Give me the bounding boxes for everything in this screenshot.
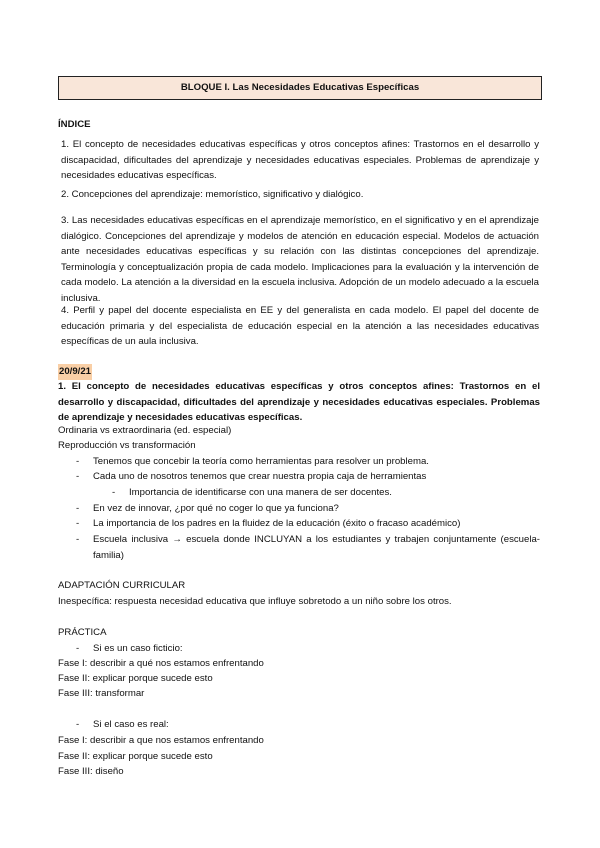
indice-item-2: 2. Concepciones del aprendizaje: memorístico, significativo y dialógico.: [61, 189, 364, 200]
phase-line: Fase III: transformar: [58, 688, 145, 699]
bullet-dash: -: [76, 503, 80, 514]
bullet-dash: -: [76, 534, 80, 545]
list-item-text: Importancia de identificarse con una manera de ser docentes.: [129, 487, 392, 498]
phase-line: Fase III: diseño: [58, 766, 124, 777]
session-date: 20/9/21: [58, 364, 92, 380]
note-line-ordinaria: Ordinaria vs extraordinaria (ed. especial): [58, 425, 232, 436]
case-ficticio: Si es un caso ficticio:: [93, 643, 183, 654]
bullet-dash: -: [76, 518, 80, 529]
indice-heading: ÍNDICE: [58, 119, 91, 130]
list-item: [76, 532, 540, 563]
list-item-text: Tenemos que concebir la teoría como herramientas para resolver un problema.: [93, 456, 429, 467]
adaptacion-text: Inespecífica: respuesta necesidad educativa que influye sobretodo a un niño sobre los otros.: [58, 596, 452, 607]
phase-line: Fase I: describir a que nos estamos enfrentando: [58, 735, 264, 746]
phase-line: Fase II: explicar porque sucede esto: [58, 673, 213, 684]
phase-line: Fase I: describir a qué nos estamos enfrentando: [58, 658, 264, 669]
section-heading: 1. El concepto de necesidades educativas específicas y otros conceptos afines: Trastornos en el desarrollo y discapacidad, dificultades del aprendizaje y necesidades educativas especiales. Problemas de aprendizaje y necesidades educativas específicas.: [58, 381, 540, 423]
indice-item-1: 1. El concepto de necesidades educativas específicas y otros conceptos afines: Trastornos en el desarrollo y discapacidad, dificultades del aprendizaje y necesidades educativas especiales. Problemas de aprendizaje y necesidades educativas específicas.: [61, 139, 539, 181]
indice-item-3: 3. Las necesidades educativas específicas en el aprendizaje memorístico, en el significativo y en el aprendizaje dialógico. Concepciones del aprendizaje y modelos de atención en educación especial. Modelos de actuación ante necesidades educativas específicas y su relación con las distintas concepciones del aprendizaje. Terminología y conceptualización propia de cada modelo. Implicaciones para la evaluación y la intervención de cada modelo. La atención a la diversidad en la escuela inclusiva. Adopción de un modelo adecuado a la escuela inclusiva.: [61, 215, 539, 304]
bullet-dash: -: [76, 643, 80, 654]
bullet-dash: -: [76, 456, 80, 467]
case-real: Si el caso es real:: [93, 719, 169, 730]
bullet-dash: -: [112, 487, 116, 498]
adaptacion-heading: ADAPTACIÓN CURRICULAR: [58, 580, 186, 591]
list-item-text: Escuela inclusiva → escuela donde INCLUYAN a los estudiantes y trabajen conjuntamente (escuela-familia): [93, 534, 540, 561]
list-item-text: Cada uno de nosotros tenemos que crear nuestra propia caja de herramientas: [93, 471, 427, 482]
bullet-dash: -: [76, 471, 80, 482]
note-line-reproduccion: Reproducción vs transformación: [58, 440, 196, 451]
bullet-dash: -: [76, 719, 80, 730]
list-item-text: En vez de innovar, ¿por qué no coger lo que ya funciona?: [93, 503, 339, 514]
indice-item-4: 4. Perfil y papel del docente especialista en EE y del generalista en cada modelo. El papel del docente de educación primaria y del especialista de educación especial en la atención a las necesidades educativas específicas de un aula inclusiva.: [61, 305, 539, 347]
practica-heading: PRÁCTICA: [58, 627, 107, 638]
phase-line: Fase II: explicar porque sucede esto: [58, 751, 213, 762]
block-title: BLOQUE I. Las Necesidades Educativas Específicas: [58, 76, 542, 100]
list-item-text: La importancia de los padres en la fluidez de la educación (éxito o fracaso académico): [93, 518, 461, 529]
